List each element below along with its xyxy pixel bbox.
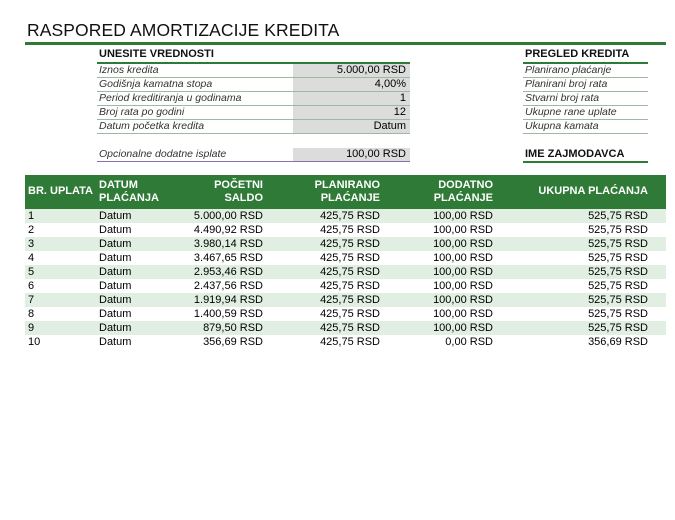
lender-header-rule [523, 161, 648, 163]
cell-payment-date: Datum [99, 224, 132, 236]
cell-start-balance: 2.953,46 RSD [193, 266, 263, 278]
cell-payment-no: 10 [28, 336, 41, 348]
summary-header: PREGLED KREDITA [525, 48, 630, 60]
cell-extra-payment: 100,00 RSD [433, 308, 493, 320]
cell-payment-date: Datum [99, 252, 132, 264]
cell-payment-no: 9 [28, 322, 35, 334]
table-row [25, 251, 666, 265]
cell-payment-date: Datum [99, 322, 132, 334]
cell-planned-payment: 425,75 RSD [320, 238, 380, 250]
cell-extra-payment: 0,00 RSD [445, 336, 493, 348]
cell-planned-payment: 425,75 RSD [320, 224, 380, 236]
cell-planned-payment: 425,75 RSD [320, 266, 380, 278]
interest-rate-input[interactable]: 4,00% [293, 78, 410, 91]
payments-per-year-label: Broj rata po godini [99, 106, 185, 118]
start-date-input[interactable]: Datum [293, 120, 410, 133]
loan-amount-label: Iznos kredita [99, 64, 159, 76]
col-header-planned-1: PLANIRANO [314, 179, 380, 191]
cell-payment-no: 1 [28, 210, 35, 222]
cell-start-balance: 5.000,00 RSD [193, 210, 263, 222]
cell-planned-payment: 425,75 RSD [320, 210, 380, 222]
table-row [25, 293, 666, 307]
cell-planned-payment: 425,75 RSD [320, 308, 380, 320]
table-row [25, 209, 666, 223]
col-header-extra-1: DODATNO [438, 179, 493, 191]
loan-amount-input[interactable]: 5.000,00 RSD [293, 64, 410, 77]
extra-payment-label: Opcionalne dodatne isplate [99, 148, 227, 160]
table-row [25, 279, 666, 293]
cell-extra-payment: 100,00 RSD [433, 224, 493, 236]
cell-start-balance: 879,50 RSD [203, 322, 263, 334]
cell-start-balance: 3.980,14 RSD [193, 238, 263, 250]
summary-row-label: Planirano plaćanje [525, 64, 612, 76]
summary-row-label: Ukupna kamata [525, 120, 599, 132]
table-row [25, 265, 666, 279]
col-header-total: UKUPNA PLAĆANJA [538, 185, 648, 197]
cell-payment-date: Datum [99, 266, 132, 278]
cell-payment-date: Datum [99, 238, 132, 250]
cell-planned-payment: 425,75 RSD [320, 280, 380, 292]
extra-payment-rule [97, 161, 410, 162]
cell-extra-payment: 100,00 RSD [433, 294, 493, 306]
loan-period-input[interactable]: 1 [293, 92, 410, 105]
cell-extra-payment: 100,00 RSD [433, 280, 493, 292]
payments-per-year-input[interactable]: 12 [293, 106, 410, 119]
col-header-no: BR. UPLATA [28, 185, 93, 197]
title-divider [25, 42, 666, 45]
cell-start-balance: 4.490,92 RSD [193, 224, 263, 236]
cell-payment-no: 3 [28, 238, 35, 250]
cell-total-payment: 525,75 RSD [588, 210, 648, 222]
schedule-header [25, 175, 666, 209]
cell-start-balance: 1.919,94 RSD [193, 294, 263, 306]
interest-rate-label: Godišnja kamatna stopa [99, 78, 213, 90]
cell-total-payment: 525,75 RSD [588, 252, 648, 264]
col-header-date-1: DATUM [99, 179, 138, 191]
cell-extra-payment: 100,00 RSD [433, 252, 493, 264]
cell-planned-payment: 425,75 RSD [320, 294, 380, 306]
cell-total-payment: 525,75 RSD [588, 224, 648, 236]
cell-payment-date: Datum [99, 308, 132, 320]
lender-header: IME ZAJMODAVCA [525, 148, 625, 160]
cell-start-balance: 2.437,56 RSD [193, 280, 263, 292]
cell-extra-payment: 100,00 RSD [433, 210, 493, 222]
start-date-label: Datum početka kredita [99, 120, 205, 132]
cell-planned-payment: 425,75 RSD [320, 336, 380, 348]
cell-payment-no: 4 [28, 252, 35, 264]
cell-total-payment: 525,75 RSD [588, 294, 648, 306]
page-title: RASPORED AMORTIZACIJE KREDITA [27, 20, 340, 40]
summary-row-label: Ukupne rane uplate [525, 106, 617, 118]
col-header-start-2: SALDO [224, 192, 263, 204]
extra-payment-input[interactable]: 100,00 RSD [293, 148, 410, 161]
input-row-rule [97, 133, 410, 134]
cell-extra-payment: 100,00 RSD [433, 266, 493, 278]
cell-payment-no: 2 [28, 224, 35, 236]
cell-payment-no: 8 [28, 308, 35, 320]
cell-total-payment: 525,75 RSD [588, 266, 648, 278]
col-header-date-2: PLAĆANJA [99, 192, 159, 204]
table-row [25, 237, 666, 251]
summary-row-rule [523, 133, 648, 134]
cell-total-payment: 525,75 RSD [588, 280, 648, 292]
cell-payment-no: 6 [28, 280, 35, 292]
cell-start-balance: 1.400,59 RSD [193, 308, 263, 320]
inputs-header: UNESITE VREDNOSTI [99, 48, 214, 60]
table-row [25, 335, 666, 349]
loan-period-label: Period kreditiranja u godinama [99, 92, 242, 104]
table-row [25, 307, 666, 321]
summary-row-label: Planirani broj rata [525, 78, 608, 90]
cell-total-payment: 356,69 RSD [588, 336, 648, 348]
summary-row-label: Stvarni broj rata [525, 92, 600, 104]
cell-payment-date: Datum [99, 210, 132, 222]
col-header-planned-2: PLAĆANJE [320, 192, 380, 204]
cell-payment-no: 7 [28, 294, 35, 306]
cell-payment-date: Datum [99, 294, 132, 306]
cell-start-balance: 3.467,65 RSD [193, 252, 263, 264]
cell-start-balance: 356,69 RSD [203, 336, 263, 348]
col-header-extra-2: PLAĆANJE [433, 192, 493, 204]
table-row [25, 223, 666, 237]
col-header-start-1: POČETNI [214, 179, 263, 191]
cell-payment-date: Datum [99, 336, 132, 348]
cell-extra-payment: 100,00 RSD [433, 322, 493, 334]
table-row [25, 321, 666, 335]
cell-extra-payment: 100,00 RSD [433, 238, 493, 250]
cell-planned-payment: 425,75 RSD [320, 252, 380, 264]
cell-total-payment: 525,75 RSD [588, 308, 648, 320]
cell-total-payment: 525,75 RSD [588, 238, 648, 250]
cell-payment-no: 5 [28, 266, 35, 278]
cell-total-payment: 525,75 RSD [588, 322, 648, 334]
cell-payment-date: Datum [99, 280, 132, 292]
cell-planned-payment: 425,75 RSD [320, 322, 380, 334]
